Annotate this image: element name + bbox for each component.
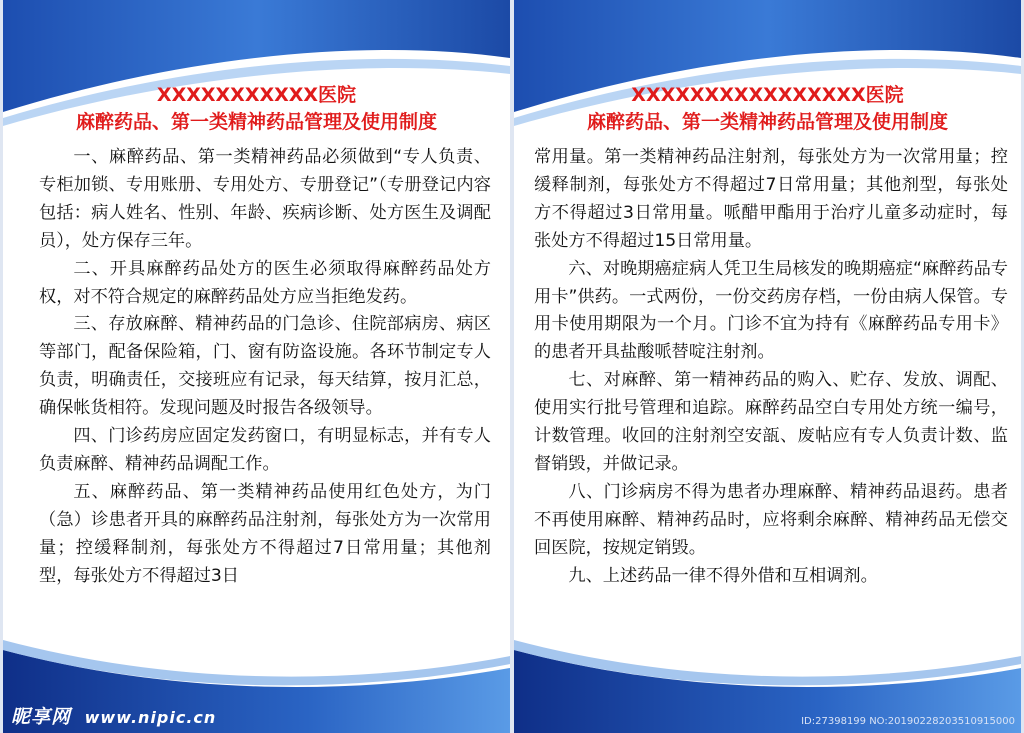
rule-paragraph: 七、对麻醉、第一精神药品的购入、贮存、发放、调配、使用实行批号管理和追踪。麻醉药品空白专用处方统一编号，计数管理。收回的注射剂空安瓿、废帖应有专人负责计数、监督销毁，并做记录。 (534, 370, 1008, 474)
rule-paragraph: 八、门诊病房不得为患者办理麻醉、精神药品退药。患者不再使用麻醉、精神药品时，应将剩余麻醉、精神药品无偿交回医院，按规定销毁。 (534, 481, 1008, 558)
rule-paragraph: 九、上述药品一律不得外借和互相调剂。 (568, 565, 878, 586)
watermark-logo (11, 702, 216, 729)
rule-paragraph: 六、对晚期癌症病人凭卫生局核发的晚期癌症“麻醉药品专用卡”供药。一式两份，一份交药房存档，一份由病人保管。专用卡使用期限为一个月。门诊不宜为持有《麻醉药品专用卡》的患者开具盐酸哌替啶注射剂。 (534, 258, 1008, 363)
rule-paragraph: 四、门诊药房应固定发药窗口，有明显标志，并有专人负责麻醉、精神药品调配工作。 (39, 426, 491, 474)
page-title: 麻醉药品、第一类精神药品管理及使用制度 (586, 111, 948, 133)
rule-paragraph: 二、开具麻醉药品处方的医生必须取得麻醉药品处方权，对不符合规定的麻醉药品处方应当拒绝发药。 (39, 258, 491, 307)
watermark-brand: 昵享网 (11, 706, 72, 728)
watermark-url: www.nipic.cn (84, 708, 217, 727)
rule-paragraph: 五、麻醉药品、第一类精神药品使用红色处方，为门（急）诊患者开具的麻醉药品注射剂，每张处方为一次常用量；控缓释制剂，每张处方不得超过7日常用量；其他剂型，每张处方不得超过3日 (39, 481, 491, 586)
page-title: 麻醉药品、第一类精神药品管理及使用制度 (75, 111, 437, 133)
rule-paragraph: 三、存放麻醉、精神药品的门急诊、住院部病房、病区等部门，配备保险箱，门、窗有防盗设施。各环节制定专人负责，明确责任，交接班应有记录，每天结算，按月汇总，确保帐货相符。发现问题及时报告各级领导。 (39, 314, 491, 419)
rules-text (39, 144, 491, 591)
left-panel (3, 0, 510, 733)
right-panel (514, 0, 1021, 733)
rule-paragraph: 一、麻醉药品、第一类精神药品必须做到“专人负责、专柜加锁、专用账册、专用处方、专册登记”（专册登记内容包括：病人姓名、性别、年龄、疾病诊断、处方医生及调配员），处方保存三年。 (39, 147, 491, 251)
rules-text (534, 144, 1008, 591)
rule-paragraph: 常用量。第一类精神药品注射剂，每张处方为一次常用量；控缓释制剂，每张处方不得超过7日常用量；其他剂型，每张处方不得超过3日常用量。哌醋甲酯用于治疗儿童多动症时，每张处方不得超过15日常用量。 (534, 147, 1008, 251)
image-id-label: ID:27398199 NO:20190228203510915000 (801, 716, 1015, 727)
hospital-name: XXXXXXXXXXX医院 (156, 84, 357, 106)
hospital-name: XXXXXXXXXXXXXXXX医院 (631, 84, 904, 106)
